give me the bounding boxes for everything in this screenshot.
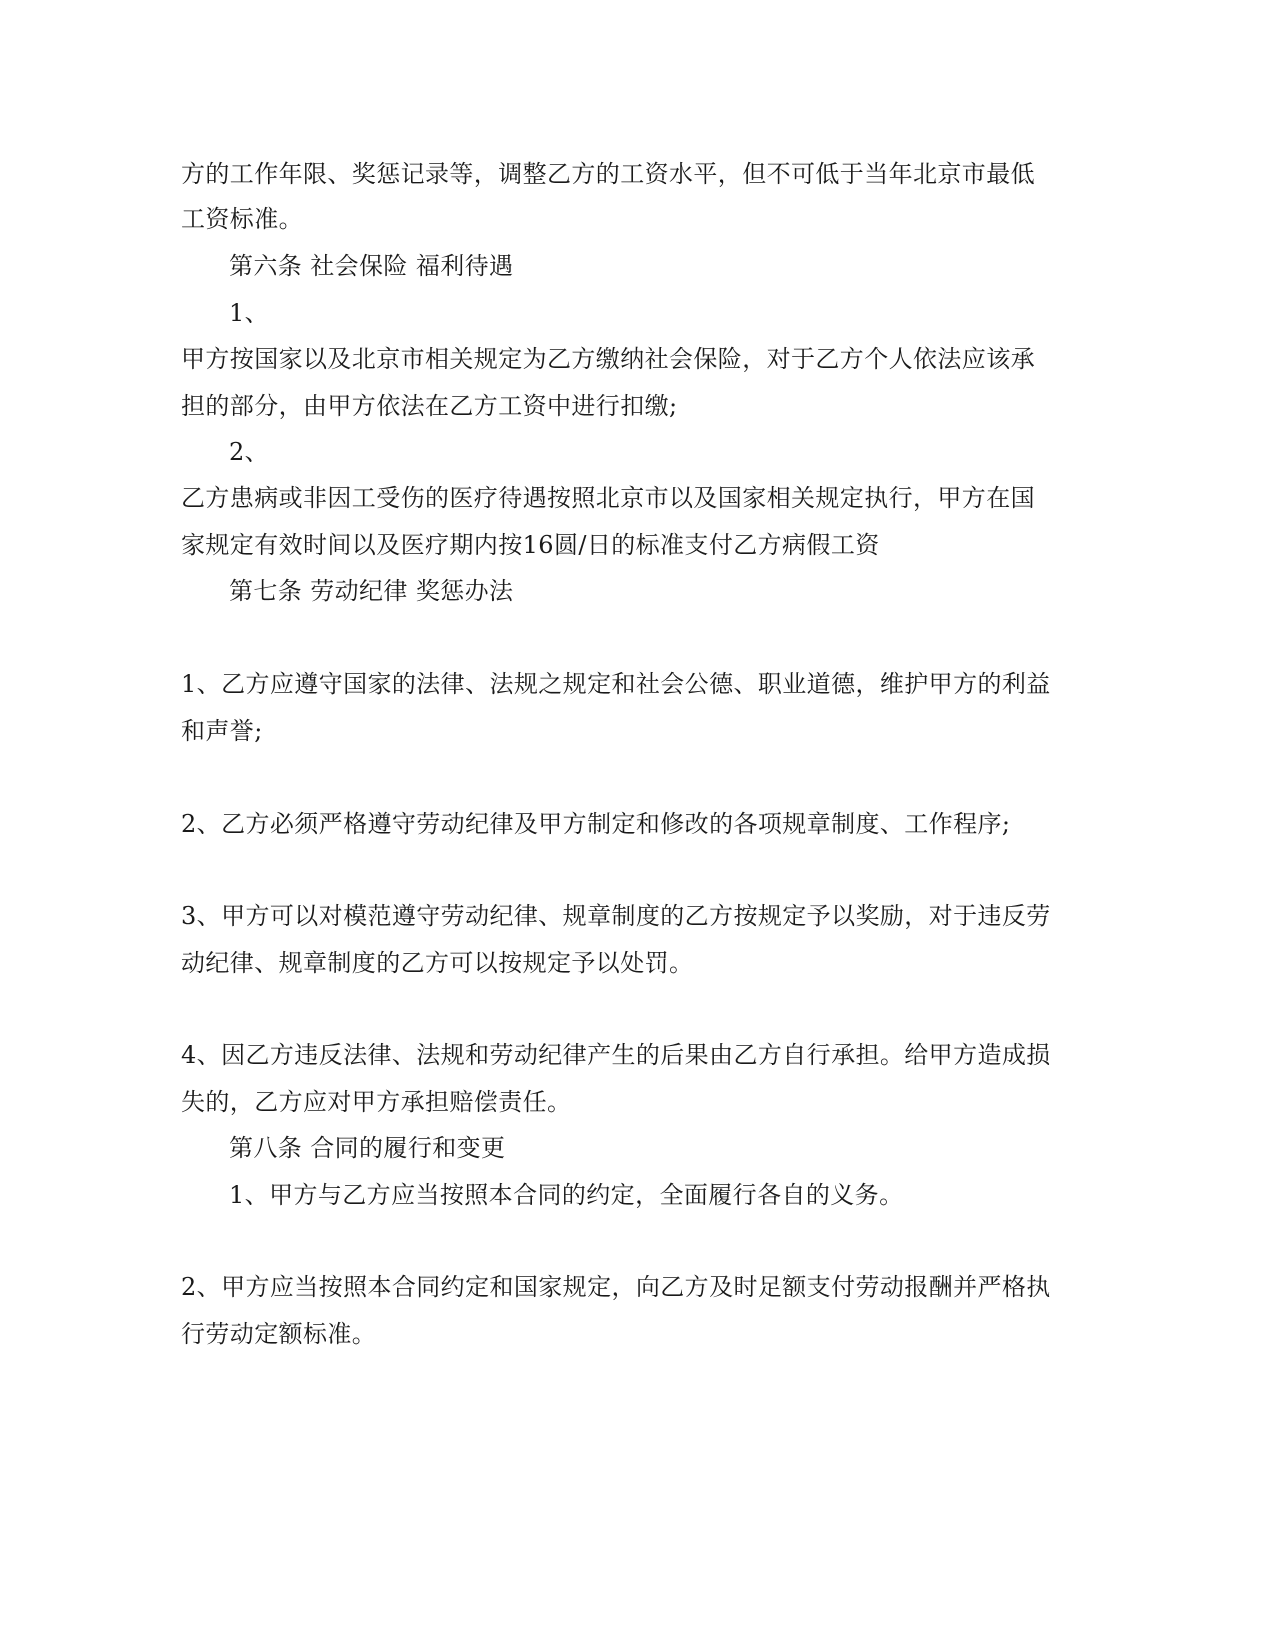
paragraph-line: 1、甲方与乙方应当按照本合同的约定，全面履行各自的义务。 <box>229 1181 904 1209</box>
paragraph-line: 4、因乙方违反法律、法规和劳动纪律产生的后果由乙方自行承担。给甲方造成损 <box>181 1041 1051 1069</box>
paragraph-line: 动纪律、规章制度的乙方可以按规定予以处罚。 <box>181 949 694 977</box>
list-number: 2、 <box>229 438 270 466</box>
paragraph-line: 2、甲方应当按照本合同约定和国家规定，向乙方及时足额支付劳动报酬并严格执 <box>181 1273 1051 1301</box>
paragraph-line: 方的工作年限、奖惩记录等，调整乙方的工资水平，但不可低于当年北京市最低 <box>181 160 1035 188</box>
section-heading: 第六条 社会保险 福利待遇 <box>229 252 514 280</box>
paragraph-line: 2、乙方必须严格遵守劳动纪律及甲方制定和修改的各项规章制度、工作程序; <box>181 810 1011 838</box>
paragraph-line: 家规定有效时间以及医疗期内按16圆/日的标准支付乙方病假工资 <box>181 531 880 559</box>
paragraph-line: 工资标准。 <box>181 205 303 233</box>
section-heading: 第七条 劳动纪律 奖惩办法 <box>229 577 514 605</box>
paragraph-line: 失的，乙方应对甲方承担赔偿责任。 <box>181 1088 572 1116</box>
section-heading: 第八条 合同的履行和变更 <box>229 1134 506 1162</box>
paragraph-line: 甲方按国家以及北京市相关规定为乙方缴纳社会保险，对于乙方个人依法应该承 <box>181 345 1035 373</box>
paragraph-line: 和声誉; <box>181 717 263 745</box>
paragraph-line: 乙方患病或非因工受伤的医疗待遇按照北京市以及国家相关规定执行，甲方在国 <box>181 484 1035 512</box>
paragraph-line: 1、乙方应遵守国家的法律、法规之规定和社会公德、职业道德，维护甲方的利益 <box>181 670 1051 698</box>
paragraph-line: 担的部分，由甲方依法在乙方工资中进行扣缴; <box>181 392 678 420</box>
list-number: 1、 <box>229 299 270 327</box>
paragraph-line: 行劳动定额标准。 <box>181 1320 377 1348</box>
paragraph-line: 3、甲方可以对模范遵守劳动纪律、规章制度的乙方按规定予以奖励，对于违反劳 <box>181 902 1051 930</box>
